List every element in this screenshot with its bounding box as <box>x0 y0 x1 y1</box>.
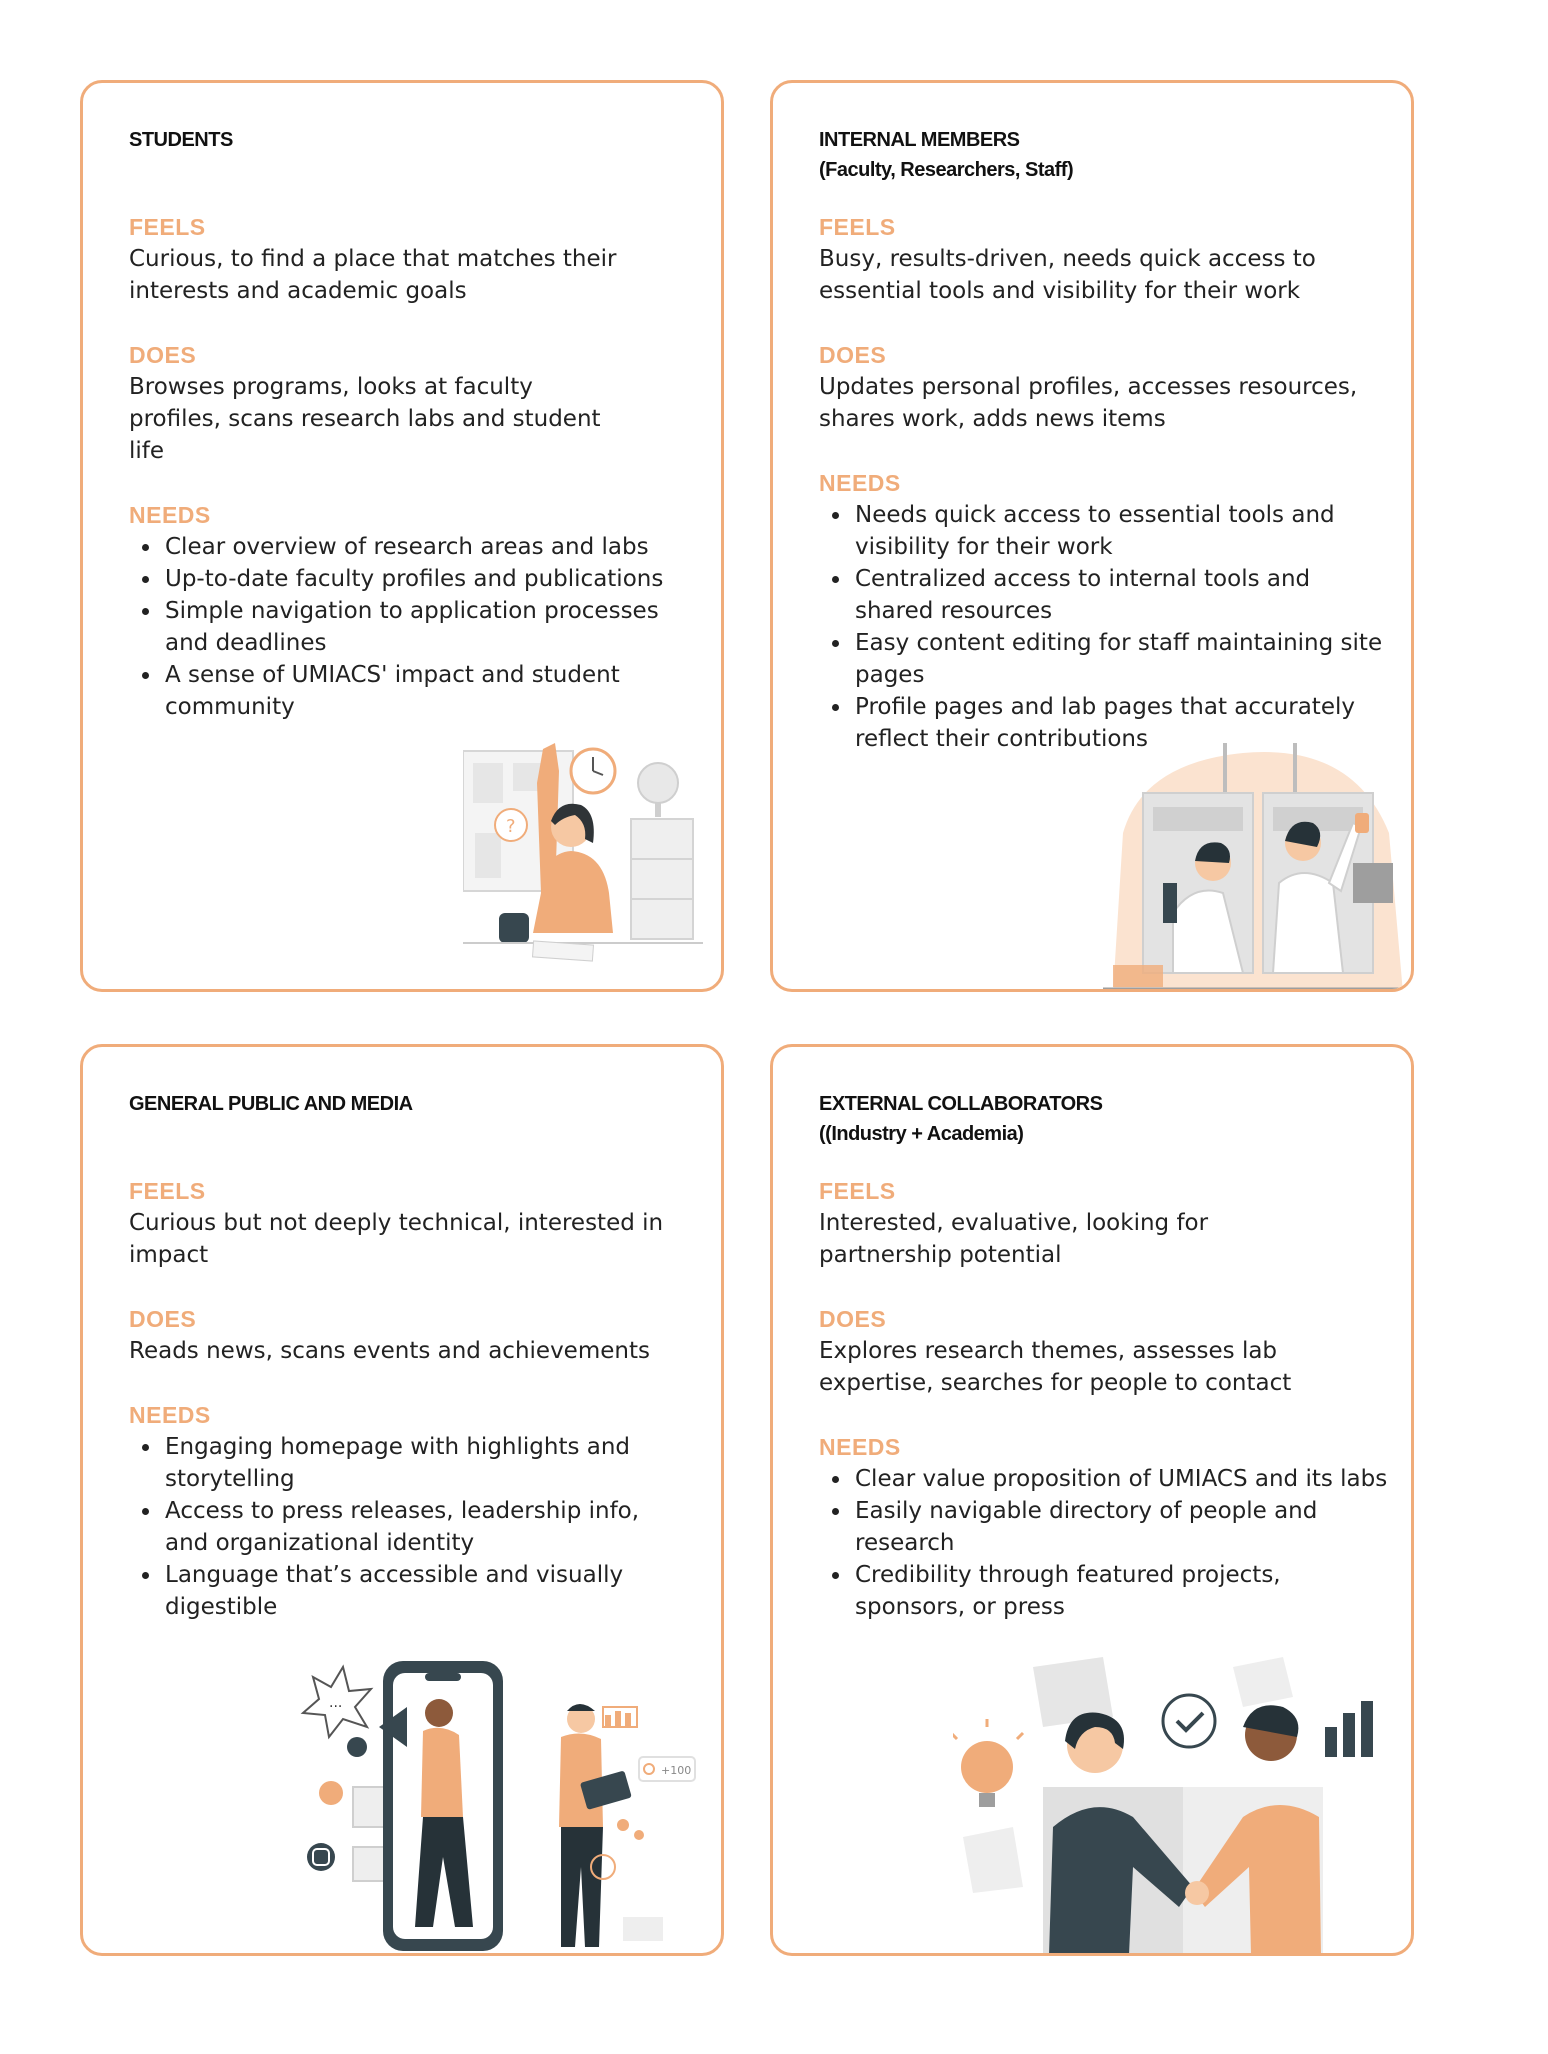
list-item: Language that’s accessible and visually digestible <box>165 1559 665 1623</box>
card-subtitle: (Faculty, Researchers, Staff) <box>819 159 1074 181</box>
list-item: Credibility through featured projects, sponsors, or press <box>855 1559 1395 1623</box>
reaction-count-text: +100 <box>661 1764 692 1777</box>
list-item: Up-to-date faculty profiles and publications <box>165 563 665 595</box>
persona-card-students <box>80 80 724 992</box>
list-item: Needs quick access to essential tools and visibility for their work <box>855 499 1395 563</box>
needs-list <box>129 531 665 723</box>
list-item: Clear value proposition of UMIACS and its labs <box>855 1463 1395 1495</box>
feels-text: Curious, to find a place that matches their interests and academic goals <box>129 246 617 304</box>
does-text: Reads news, scans events and achievements <box>129 1338 650 1364</box>
list-item: Easily navigable directory of people and research <box>855 1495 1395 1559</box>
speech-bubble-text: ... <box>329 1695 343 1711</box>
needs-label: NEEDS <box>129 1402 211 1428</box>
list-item: Simple navigation to application processes and deadlines <box>165 595 665 659</box>
list-item: Clear overview of research areas and labs <box>165 531 665 563</box>
feels-text: Curious but not deeply technical, interested in impact <box>129 1210 664 1268</box>
does-label: DOES <box>819 1306 887 1332</box>
handshake-puzzle-illustration <box>953 1657 1403 1956</box>
needs-list <box>819 499 1395 755</box>
list-item: Centralized access to internal tools and shared resources <box>855 563 1395 627</box>
needs-label: NEEDS <box>819 1434 901 1460</box>
svg-text:?: ? <box>506 816 516 837</box>
feels-label: FEELS <box>819 1178 896 1204</box>
list-item: Engaging homepage with highlights and storytelling <box>165 1431 665 1495</box>
list-item: Easy content editing for staff maintaining site pages <box>855 627 1395 691</box>
needs-label: NEEDS <box>819 470 901 496</box>
card-title: GENERAL PUBLIC AND MEDIA <box>129 1093 413 1115</box>
feels-text: Busy, results-driven, needs quick access to essential tools and visibility for their work <box>819 246 1316 304</box>
student-raising-hand-illustration <box>463 743 703 973</box>
list-item: A sense of UMIACS' impact and student community <box>165 659 665 723</box>
does-label: DOES <box>819 342 887 368</box>
does-text: Browses programs, looks at faculty profiles, scans research labs and student life <box>129 374 601 464</box>
does-text: Explores research themes, assesses lab expertise, searches for people to contact <box>819 1338 1292 1396</box>
does-text: Updates personal profiles, accesses resources, shares work, adds news items <box>819 374 1358 432</box>
card-subtitle: ((Industry + Academia) <box>819 1123 1024 1145</box>
feels-label: FEELS <box>129 1178 206 1204</box>
persona-card-general-public <box>80 1044 724 1956</box>
does-label: DOES <box>129 1306 197 1332</box>
card-title: STUDENTS <box>129 129 233 151</box>
list-item: Access to press releases, leadership info, and organizational identity <box>165 1495 665 1559</box>
feels-text: Interested, evaluative, looking for partnership potential <box>819 1210 1209 1268</box>
list-item: Profile pages and lab pages that accurately reflect their contributions <box>855 691 1395 755</box>
needs-list <box>129 1431 665 1623</box>
needs-label: NEEDS <box>129 502 211 528</box>
needs-list <box>819 1463 1395 1623</box>
feels-label: FEELS <box>819 214 896 240</box>
lab-researchers-illustration <box>1103 743 1403 992</box>
persona-card-internal-members <box>770 80 1414 992</box>
social-media-megaphone-illustration <box>283 1657 713 1956</box>
card-title: EXTERNAL COLLABORATORS <box>819 1093 1103 1115</box>
feels-label: FEELS <box>129 214 206 240</box>
card-title: INTERNAL MEMBERS <box>819 129 1020 151</box>
does-label: DOES <box>129 342 197 368</box>
persona-card-external-collaborators <box>770 1044 1414 1956</box>
